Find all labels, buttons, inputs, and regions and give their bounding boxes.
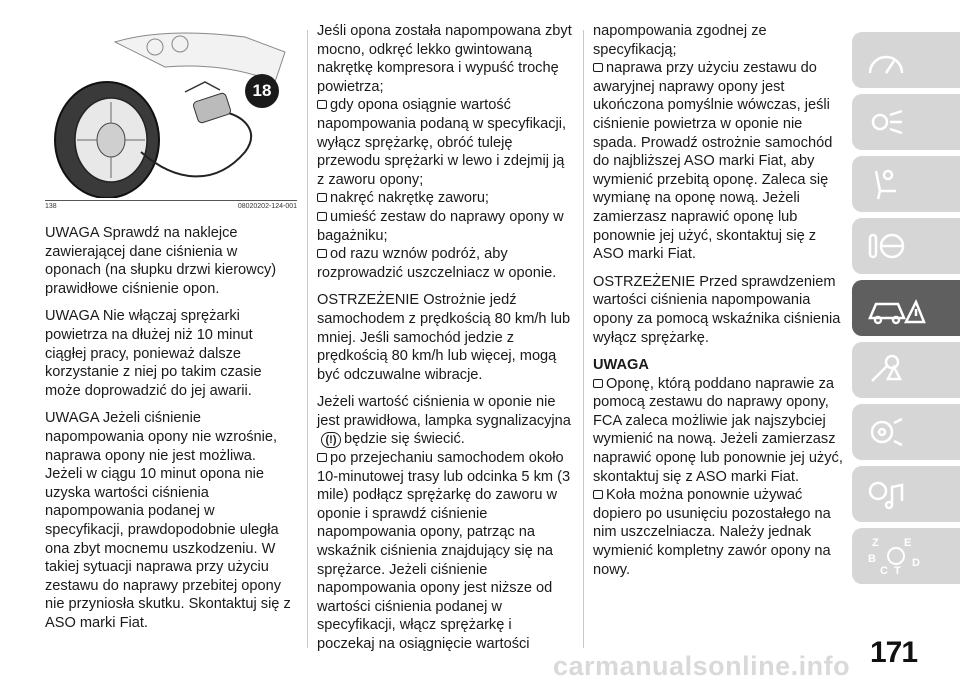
index-letter: T xyxy=(894,565,901,577)
note-paragraph: UWAGA Jeżeli ciśnienie napompowania opony nie wzrośnie, naprawa opony nie jest możliwa. Jeżeli w ciągu 10 minut opona nie uzyska wartości ciśnienia napompowania podanej w specyfikacji, prawdopodobnie uległa ona zbyt mocnemu uszkodzeniu. W takiej sytuacji naprawa przy użyciu zestawu do naprawy przebitej opony nie przyniosła skutku. Skontaktuj się z ASO marki Fiat. xyxy=(45,410,291,631)
column-divider xyxy=(583,30,584,648)
bullet-text: nakręć nakrętkę zaworu; xyxy=(330,190,489,207)
bullet-item xyxy=(317,449,573,654)
warning-paragraph: OSTRZEŻENIE Przed sprawdzeniem wartości ciśnienia napompowania opony za pomocą wskaźnika ciśnienia wyłącz sprężarkę. xyxy=(593,273,841,346)
body-text: będzie się świecić. xyxy=(344,431,465,448)
emergency-icon-tab[interactable] xyxy=(852,280,960,336)
multimedia-icon-tab[interactable] xyxy=(852,466,960,522)
bullet-square-icon xyxy=(593,379,603,388)
index-letter: E xyxy=(904,537,912,549)
figure-number: 138 xyxy=(45,203,57,210)
column-2 xyxy=(317,22,573,654)
dashboard-icon-tab[interactable] xyxy=(852,32,960,88)
note-paragraph: UWAGA Nie włączaj sprężarki powietrza na dłużej niż 10 minut ciągłej pracy, ponieważ dalsze korzystanie z niej po takim czasie może doprowadzić do jej awarii. xyxy=(45,308,262,399)
bullet-square-icon xyxy=(317,453,327,462)
bullet-item xyxy=(593,486,845,579)
index-letter: B xyxy=(868,553,876,565)
column-1 xyxy=(45,22,297,641)
multimedia-icon xyxy=(866,477,906,511)
bullet-text: gdy opona osiągnie wartość napompowania podaną w specyfikacji, wyłącz sprężarkę, obróć tuleję przewodu sprężarki w lewo i zdejmij ją z zaworu opony; xyxy=(317,97,567,188)
technical-data-icon xyxy=(866,415,906,449)
emergency-icon xyxy=(866,288,926,328)
column-3 xyxy=(593,22,845,579)
body-paragraph: Jeśli opona została napompowana zbyt mocno, odkręć lekko gwintowaną nakrętkę kompresora i wypuść trochę powietrza; xyxy=(317,23,572,95)
bullet-square-icon xyxy=(593,490,603,499)
figure-caption xyxy=(45,202,297,212)
seat-icon-tab[interactable] xyxy=(852,156,960,212)
technical-data-icon-tab[interactable] xyxy=(852,404,960,460)
bullet-square-icon xyxy=(317,212,327,221)
bullet-item xyxy=(593,375,845,487)
bullet-item xyxy=(317,208,573,245)
watermark: carmanualsonline.info xyxy=(553,651,851,681)
figure-divider xyxy=(45,200,297,201)
lights-icon-tab[interactable] xyxy=(852,94,960,150)
figure-badge: 18 xyxy=(245,74,279,108)
bullet-item xyxy=(317,245,573,282)
body-text: napompowania zgodnej ze specyfikacją; xyxy=(593,23,767,58)
bullet-item xyxy=(317,96,573,189)
bullet-text: naprawa przy użyciu zestawu do awaryjnej naprawy opony jest ukończona pomyślnie wówczas, jeśli ciśnienie powietrza w oponie nie spada. Prowadź ostrożnie samochód do najbliższej ASO marki Fiat, aby wymienić przebitą oponę. Zaleca się wymianę na oponę nową. Jeżeli zamierzasz naprawić oponę lub ponownie jej użyć, skontaktuj się z ASO marki Fiat. xyxy=(593,60,833,263)
seat-icon xyxy=(866,167,906,201)
bullet-square-icon xyxy=(317,249,327,258)
bullet-item xyxy=(593,59,845,264)
lights-icon xyxy=(866,105,906,139)
chapter-sidebar xyxy=(852,32,960,590)
section-heading: UWAGA xyxy=(593,357,649,374)
key-steering-icon-tab[interactable] xyxy=(852,218,960,274)
bullet-square-icon xyxy=(317,193,327,202)
page-number: 171 xyxy=(870,636,918,669)
tire-compressor-illustration xyxy=(45,22,297,198)
index-letter: D xyxy=(912,557,920,569)
index-icon-tab[interactable] xyxy=(852,528,960,584)
tire-pressure-warning-icon: (!) xyxy=(321,432,341,448)
service-icon xyxy=(866,353,906,387)
bullet-text: po przejechaniu samochodem około 10-minutowej trasy lub odcinka 5 km (3 mile) podłącz sprężarkę do zaworu w oponie i sprawdź ciśnienie napompowania opony, patrząc na wskaźnik ciśnienia znajdujący się na sprężarce. Jeżeli ciśnienie napompowania opony jest niższe od wartości ciśnienia podanej w specyfikacji, włącz sprężarkę i poczekaj na osiągnięcie wartości xyxy=(317,450,571,652)
figure-code: 08020202-124-001 xyxy=(237,203,297,210)
index-icon xyxy=(866,534,926,578)
bullet-text: Oponę, którą poddano naprawie za pomocą zestawu do naprawy opony, FCA zaleca możliwie jak najszybciej wymienić na nową. Jeżeli zamierzasz naprawić oponę lub ponownie jej użyć, skontaktuj się z ASO marki Fiat. xyxy=(593,375,843,485)
bullet-text: od razu wznów podróż, aby rozprowadzić uszczelniacz w oponie. xyxy=(317,246,557,281)
service-icon-tab[interactable] xyxy=(852,342,960,398)
column-divider xyxy=(307,30,308,648)
warning-paragraph: OSTRZEŻENIE Ostrożnie jedź samochodem z prędkością 80 km/h lub mniej. Jeśli samochód jedzie z prędkością 80 km/h lub więcej, mogą być odczuwalne wibracje. xyxy=(317,292,571,383)
body-text: Jeżeli wartość ciśnienia w oponie nie jest prawidłowa, lampka sygnalizacyjna xyxy=(317,394,571,429)
key-steering-icon xyxy=(866,229,906,263)
index-letter: Z xyxy=(872,537,879,549)
dashboard-icon xyxy=(866,43,906,77)
bullet-square-icon xyxy=(317,100,327,109)
body-paragraph xyxy=(317,393,573,449)
bullet-square-icon xyxy=(593,63,603,72)
note-paragraph: UWAGA Sprawdź na naklejce zawierającej dane ciśnienia w oponach (na słupku drzwi kierowcy) prawidłowe ciśnienie opon. xyxy=(45,225,277,297)
bullet-item xyxy=(317,189,573,208)
tire-repair-figure xyxy=(45,22,297,198)
bullet-text: umieść zestaw do naprawy opony w bagażniku; xyxy=(317,208,564,244)
index-letter: C xyxy=(880,565,888,577)
bullet-text: Koła można ponownie używać dopiero po usunięciu pozostałego na nim uszczelniacza. Należy jednak wymienić kompletny zawór opony na nowy. xyxy=(593,487,831,578)
